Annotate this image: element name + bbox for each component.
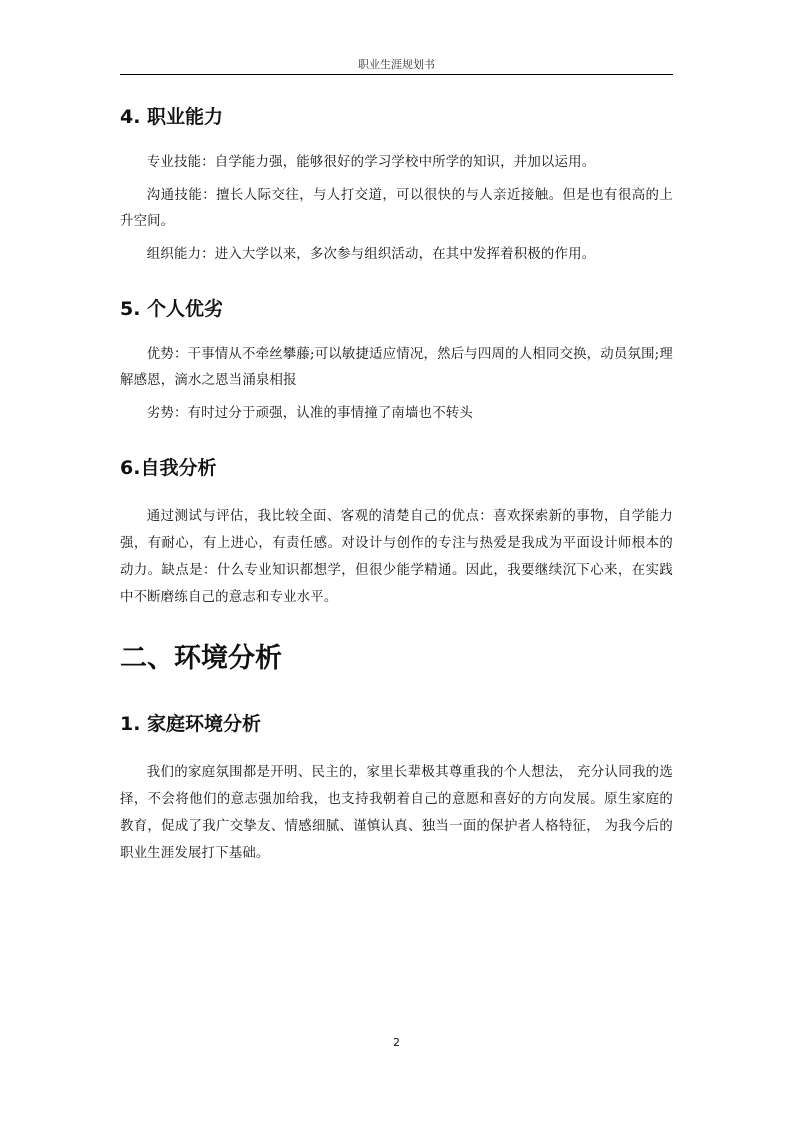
paragraph: 通过测试与评估，我比较全面、客观的清楚自己的优点：喜欢探索新的事物，自学能力强，有耐心，有上进心，有责任感。对设计与创作的专注与热爱是我成为平面设计师根本的动力。缺点是：什么专业知识都想学，但很少能学精通。因此，我要继续沉下心来，在实践中不断磨练自己的意志和专业水平。	[120, 509, 673, 605]
section-heading-strengths: 5. 个人优劣	[120, 298, 224, 320]
header-divider	[120, 74, 673, 75]
section-heading-family: 1. 家庭环境分析	[120, 713, 262, 735]
page-number: 2	[393, 1036, 400, 1049]
chapter-heading-environment: 二、环境分析	[120, 643, 282, 674]
section-heading-self-analysis: 6.自我分析	[120, 457, 217, 479]
paragraph: 组织能力：进入大学以来，多次参与组织活动，在其中发挥着积极的作用。	[146, 247, 596, 262]
paragraph: 沟通技能：擅长人际交往，与人打交道，可以很快的与人亲近接触。但是也有很高的上升空间。	[120, 188, 673, 229]
paragraph: 我们的家庭氛围都是开明、民主的，家里长辈极其尊重我的个人想法， 充分认同我的选择，不会将他们的意志强加给我，也支持我朝着自己的意愿和喜好的方向发展。原生家庭的教育，促成了我广交挚友、情感细腻、谨慎认真、独当一面的保护者人格特征， 为我今后的职业生涯发展打下基础。	[120, 765, 673, 861]
page-header: 职业生涯规划书	[358, 58, 435, 71]
paragraph: 优势：干事情从不牵丝攀藤;可以敏捷适应情况，然后与四周的人相同交换，动员氛围;理解感恩，滴水之恩当涌泉相报	[120, 347, 673, 388]
section-heading-ability: 4. 职业能力	[120, 106, 224, 128]
paragraph: 劣势：有时过分于顽强，认准的事情撞了南墙也不转头	[146, 406, 473, 421]
paragraph: 专业技能：自学能力强，能够很好的学习学校中所学的知识，并加以运用。	[146, 155, 596, 170]
page-content	[120, 100, 673, 867]
